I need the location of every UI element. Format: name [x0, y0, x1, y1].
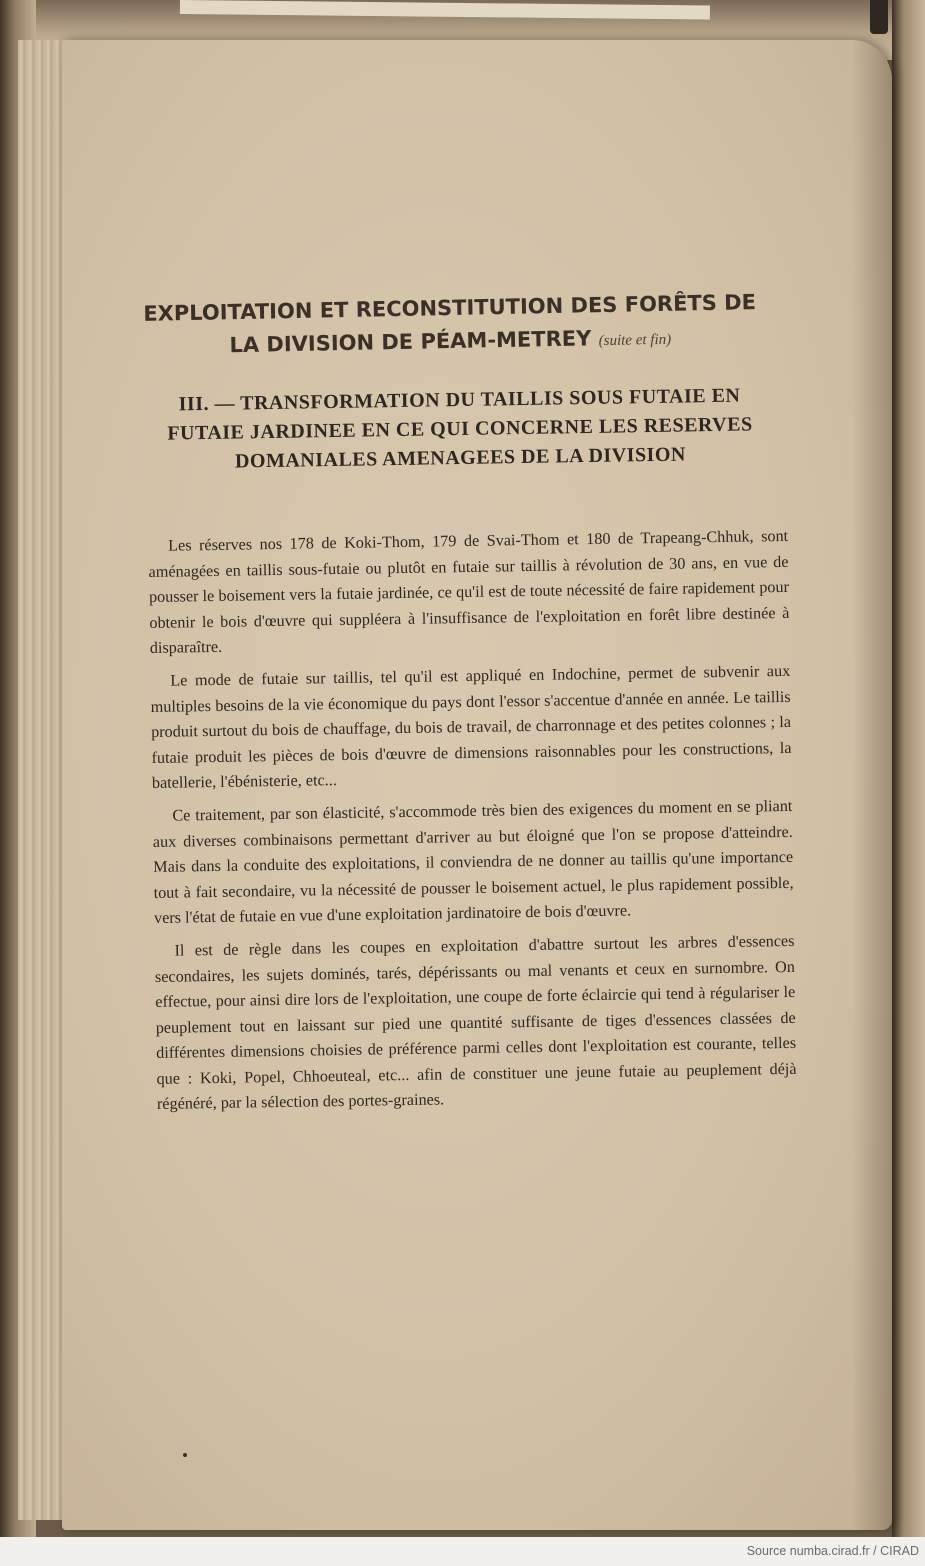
source-credit: Source numba.cirad.fr / CIRAD: [746, 1544, 919, 1558]
section-heading: III. — TRANSFORMATION DU TAILLIS SOUS FUTAIE EN FUTAIE JARDINEE EN CE QUI CONCERNE LES RESERVES DOMANIALES AMENAGEES DE LA DIVISION: [167, 384, 753, 473]
paragraph: Il est de règle dans les coupes en exploitation d'abattre surtout les arbres d'essences secondaires, les sujets dominés, tarés, dépérissants ou mal venants et ceux en surnombre. On effectue, pour ainsi dire lors de l'exploitation, une coupe de forte éclaircie qui tend à régulariser le peuplement tout en laissant sur pied une quantité suffisante de tiges d'essences classées de différentes dimensions choisies de préférence parmi celles dont l'exploitation est courante, telles que : Koki, Popel, Chhoeuteal, etc... afin de constituer une jeune futaie au peuplement déjà régénéré, par la sélection des portes-graines.: [154, 931, 797, 1114]
paragraph: Ce traitement, par son élasticité, s'accommode très bien des exigences du moment en se pliant aux diverses combinaisons permettant d'arriver au but éloigné que l'on se propose d'atteindre. Mais dans la conduite des exploitations, il conviendra de ne donner au taillis qu'une importance tout à fait secondaire, vu la nécessité de pousser le boisement actuel, le plus rapidement possible, vers l'état de futaie en vue d'une exploitation jardinatoire de bois d'œuvre.: [152, 796, 794, 928]
title-continuation: (suite et fin): [598, 331, 672, 350]
binder-clip: [870, 0, 888, 34]
paragraph: Les réserves nos 178 de Koki-Thom, 179 de Svai-Thom et 180 de Trapeang-Chhuk, sont aménagées en taillis sous-futaie ou plutôt en futaie sur taillis à révolution de 30 ans, en vue de pousser le boisement vers la futaie jardinée, ce qu'il est de toute nécessité de faire rapidement pour obtenir le bois d'œuvre qui suppléera à l'insuffisance de l'exploitation en forêt libre destinée à disparaître.: [148, 526, 790, 658]
top-sheet: [180, 0, 710, 20]
page-curl-shadow: [852, 40, 892, 1530]
page-title: [139, 286, 760, 367]
body-text: [148, 524, 797, 1125]
title-main: EXPLOITATION ET RECONSTITUTION DES FORÊTS DE LA DIVISION DE PÉAM-METREY: [143, 290, 757, 358]
paragraph: Le mode de futaie sur taillis, tel qu'il est appliqué en Indochine, permet de subvenir aux multiples besoins de la vie économique du pays dont l'essor s'accentue d'année en année. Le taillis produit surtout du bois de chauffage, du bois de travail, de charronnage et des petites colonnes ; la futaie produit les pièces de bois d'œuvre de dimensions raisonnables pour les constructions, la batellerie, l'ébénisterie, etc...: [150, 661, 792, 793]
binding-right: [892, 0, 925, 1537]
ink-speck: [183, 1453, 187, 1457]
